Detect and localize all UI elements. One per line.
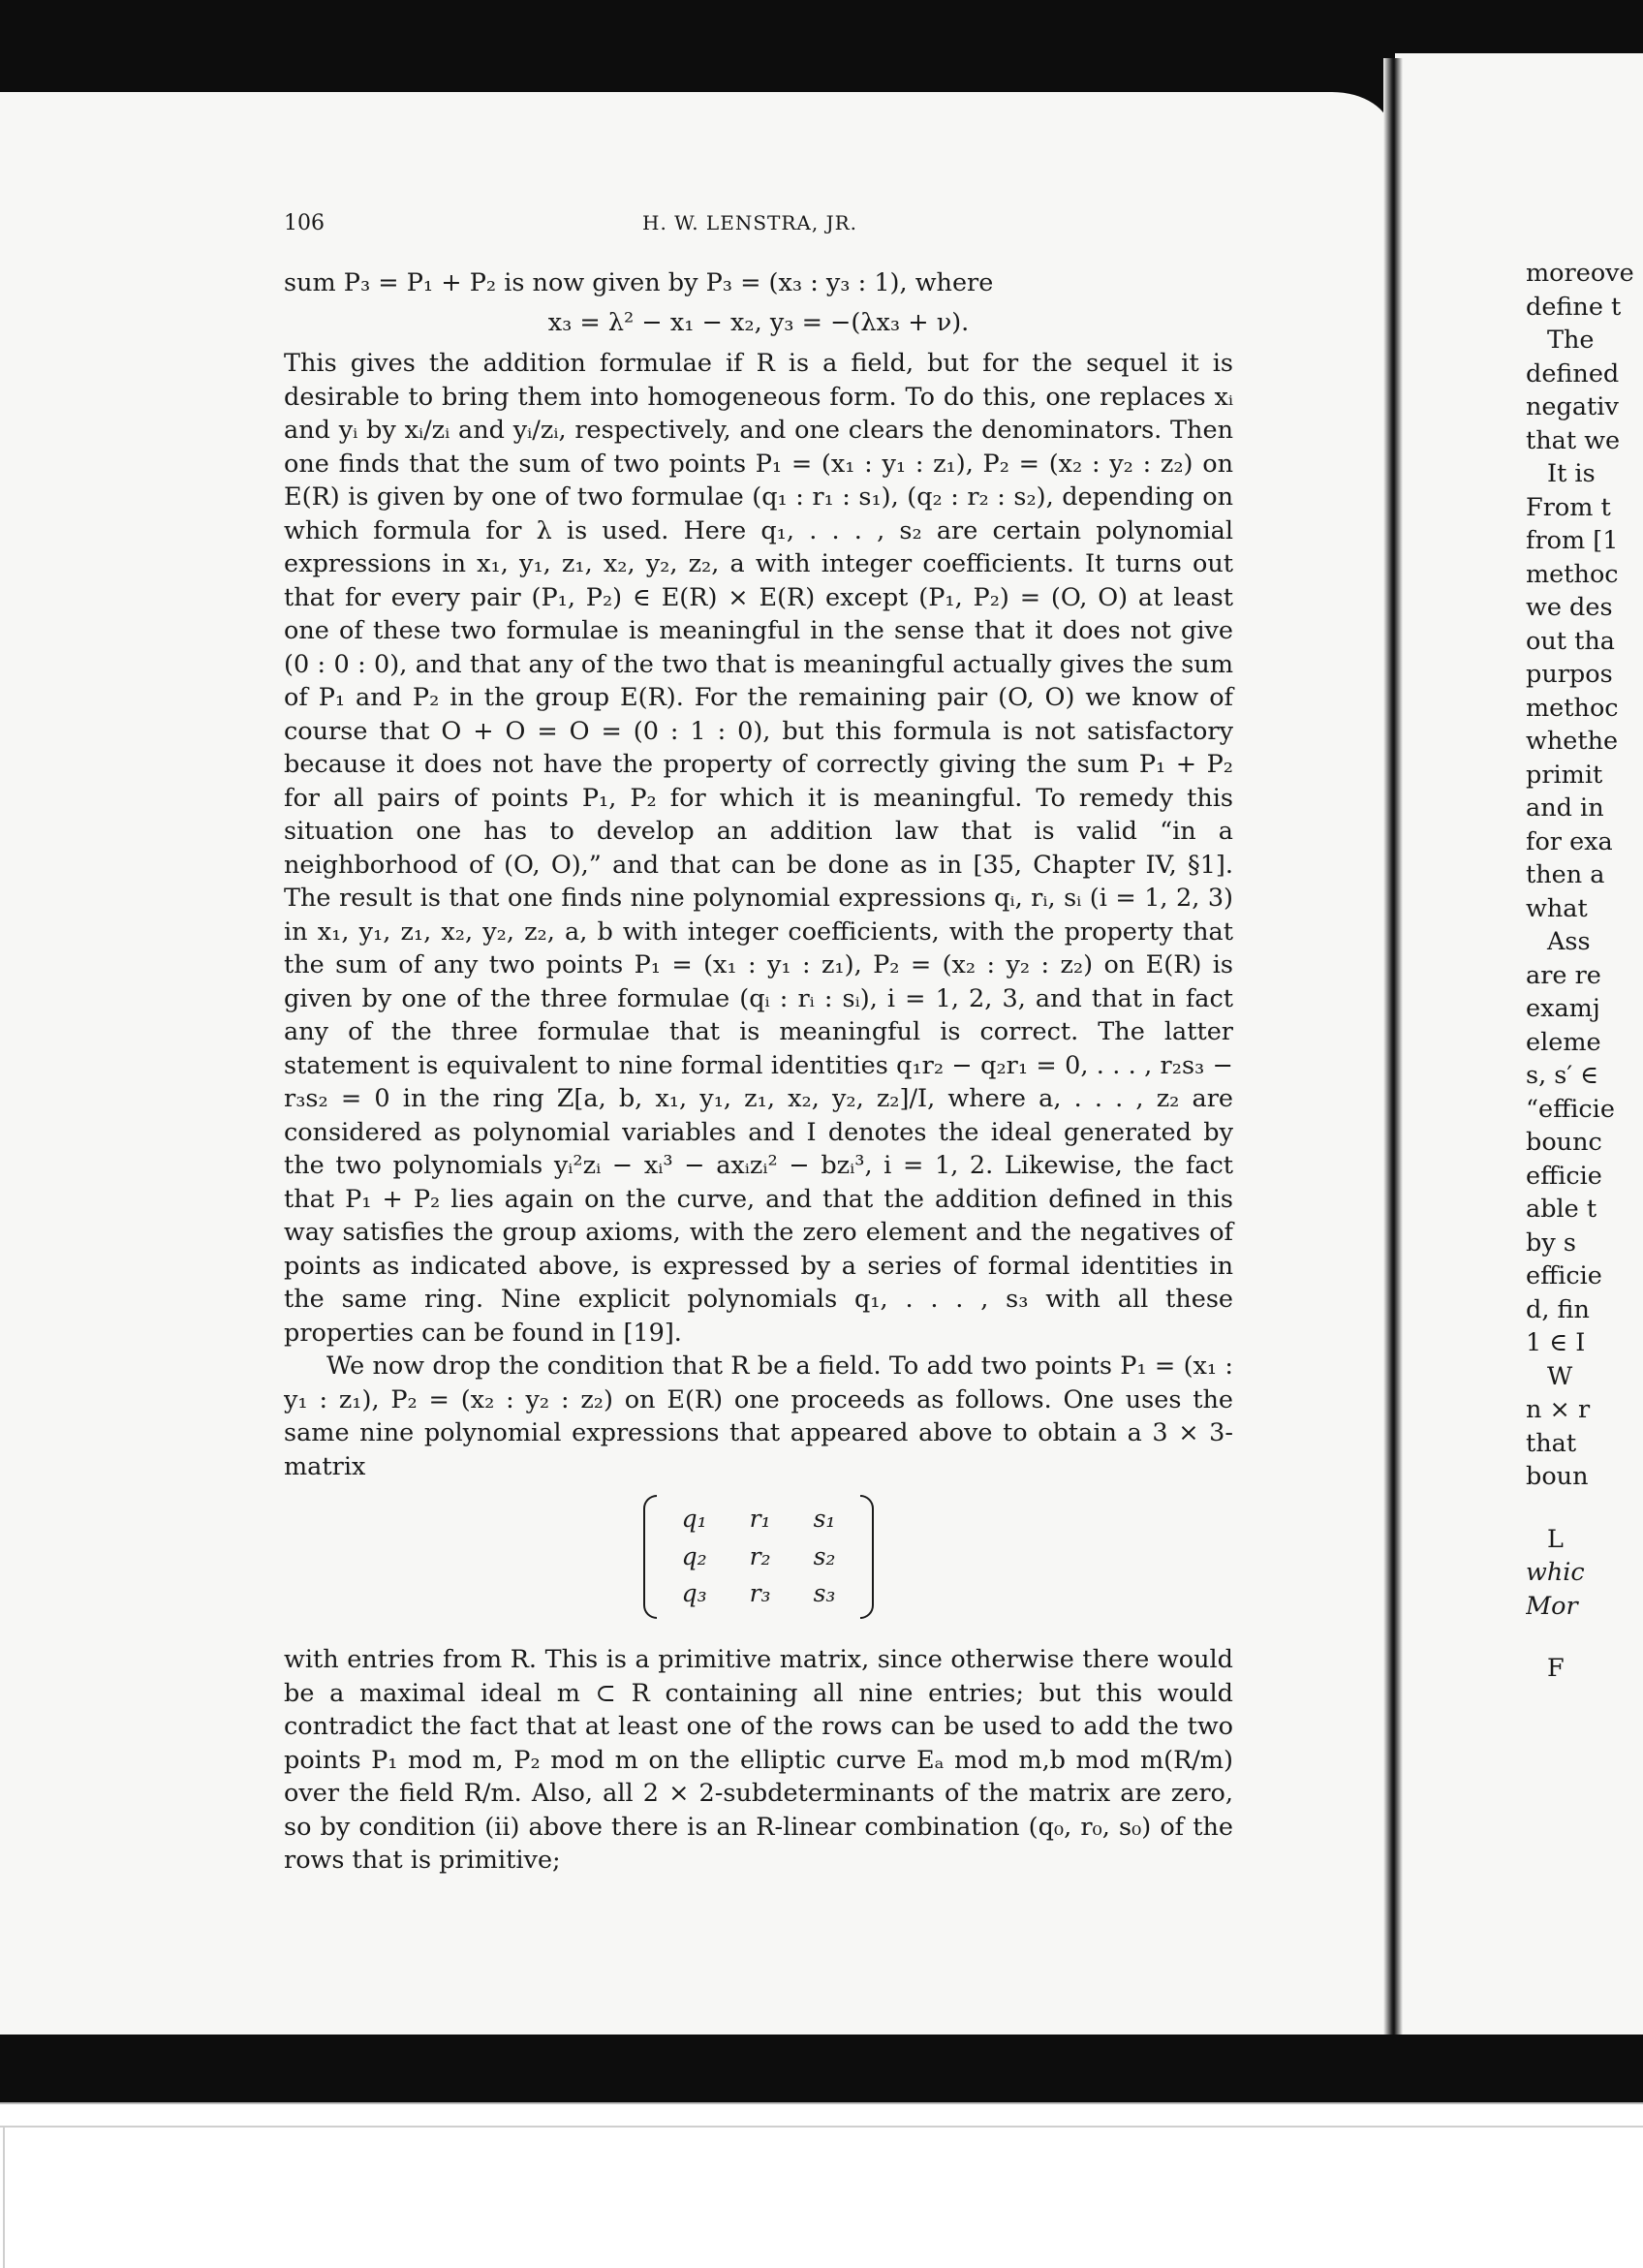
page-number: 106 — [284, 211, 325, 235]
matrix-cell: r₁ — [749, 1505, 771, 1533]
facing-page-line: s, s′ ∈ — [1526, 1061, 1599, 1090]
display-equation-addition: x₃ = λ² − x₁ − x₂, y₃ = −(λx₃ + ν). — [547, 307, 970, 337]
scanner-edge-line — [0, 2126, 1643, 2128]
matrix-cell: r₂ — [749, 1541, 771, 1570]
facing-page-line: what — [1526, 893, 1588, 923]
facing-page-line: L — [1547, 1524, 1564, 1554]
facing-page-line: W — [1547, 1361, 1573, 1391]
matrix-cell: q₁ — [681, 1505, 707, 1533]
facing-page-line: eleme — [1526, 1027, 1601, 1057]
facing-page-line: for exa — [1526, 826, 1613, 856]
facing-page-line: It is — [1547, 459, 1596, 488]
matrix-cell: s₂ — [813, 1541, 836, 1570]
facing-page-line: purpos — [1526, 660, 1613, 689]
facing-page-line: whethe — [1526, 727, 1619, 756]
book-gutter — [1383, 58, 1403, 2039]
facing-page-line: Ass — [1547, 927, 1591, 956]
paragraph-addition-formulae: This gives the addition formulae if R is a field, but for the sequel it is desirable to bring them into homogeneous form. To do this, one replaces xᵢ and yᵢ by xᵢ/zᵢ and yᵢ/zᵢ, respectively, and one clears the denominators. Then one finds that the sum of two points P₁ = (x₁ : y₁ : z₁), P₂ = (x₂ : y₂ : z₂) on E(R) is given by one of two formulae (q₁ : r₁ : s₁), (q₂ : r₂ : s₂), depending on which formula for λ is used. Here q₁, . . . , s₂ are certain polynomial expressions in x₁, y₁, z₁, x₂, y₂, z₂, a with integer coefficients. It turns out that for every pair (P₁, P₂) ∈ E(R) × E(R) except (P₁, P₂) = (O, O) at least one of these two formulae is meaningful in the sense that it does not give (0 : 0 : 0), and that any of the two that is meaningful actually gives the sum of P₁ and P₂ in the group E(R). For the remaining pair (O, O) we know of course that O + O = O = (0 : 1 : 0), but this formula is not satisfactory because it does not have the property of correctly giving the sum P₁ + P₂ for all pairs of points P₁, P₂ for which it is meaningful. To remedy this situation one has to develop an addition law that is valid “in a neighborhood of (O, O),” and that can be done as in [35, Chapter IV, §1]. The result is that one finds nine polynomial expressions qᵢ, rᵢ, sᵢ (i = 1, 2, 3) in x₁, y₁, z₁, x₂, y₂, z₂, a, b with integer coefficients, with the property that the sum of any two points P₁ = (x₁ : y₁ : z₁), P₂ = (x₂ : y₂ : z₂) on E(R) is given by one of the three formulae (qᵢ : rᵢ : sᵢ), i = 1, 2, 3, and that in fact any of the three formulae that is meaningful is correct. The latter statement is equivalent to nine formal identities q₁r₂ − q₂r₁ = 0, . . . , r₂s₃ − r₃s₂ = 0 in the ring Z[a, b, x₁, y₁, z₁, x₂, y₂, z₂]/I, where a, . . . , z₂ are considered as polynomial variables and I denotes the ideal generated by the two polynomials yᵢ²zᵢ − xᵢ³ − axᵢzᵢ² − bzᵢ³, i = 1, 2. Likewise, the fact that P₁ + P₂ lies again on the curve, and that the addition defined in this way satisfies the group axioms, with the zero element and the negatives of points as indicated above, is expressed by a series of formal identities in the same ring. Nine explicit polynomials q₁, . . . , s₃ with all these properties can be found in [19]. — [284, 349, 1233, 1348]
facing-page-line: efficie — [1526, 1161, 1602, 1191]
facing-page-line: boun — [1526, 1462, 1589, 1491]
facing-page-line: are re — [1526, 960, 1601, 990]
facing-page-line: 1 ∈ I — [1526, 1328, 1586, 1357]
scanner-border-bottom — [0, 2035, 1643, 2102]
matrix-cell: q₂ — [681, 1541, 707, 1570]
facing-page-line: define t — [1526, 292, 1622, 322]
facing-page-line: bounc — [1526, 1128, 1602, 1157]
matrix-cell: s₁ — [813, 1505, 836, 1533]
facing-page-line: From t — [1526, 492, 1611, 522]
facing-page-line: d, fin — [1526, 1294, 1590, 1324]
facing-page-line: examj — [1526, 994, 1600, 1023]
matrix-cell: s₃ — [813, 1579, 836, 1607]
facing-page-line: n × r — [1526, 1395, 1591, 1424]
matrix-3x3 — [643, 1495, 875, 1619]
matrix-display — [284, 1495, 1233, 1628]
facing-page-line: whic — [1526, 1558, 1585, 1587]
facing-page-line: we des — [1526, 593, 1613, 622]
facing-page-line: The — [1547, 326, 1595, 355]
facing-page-line: methoc — [1526, 693, 1619, 723]
facing-page-line: “efficie — [1526, 1094, 1615, 1124]
paragraph-sum-intro: sum P₃ = P₁ + P₂ is now given by P₃ = (x₃ : y₃ : 1), where — [284, 268, 994, 297]
facing-page-line: F — [1547, 1654, 1565, 1683]
facing-page-line: defined — [1526, 358, 1620, 388]
facing-page-line: efficie — [1526, 1261, 1602, 1290]
facing-page-text — [1526, 257, 1643, 1686]
running-head-author: H. W. LENSTRA, JR. — [642, 211, 858, 234]
facing-page-line: out tha — [1526, 626, 1616, 656]
matrix-row — [661, 1538, 857, 1576]
facing-page-line: that we — [1526, 425, 1621, 455]
facing-page-line: primit — [1526, 760, 1603, 790]
running-head — [284, 211, 1233, 244]
facing-page-line: from [1 — [1526, 526, 1619, 555]
facing-page-line: and in — [1526, 793, 1604, 823]
paragraph-drop-field-condition: We now drop the condition that R be a field. To add two points P₁ = (x₁ : y₁ : z₁), P₂ = (x₂ : y₂ : z₂) on E(R) one proceeds as follows. One uses the same nine polynomial expressions that appeared above to obtain a 3 × 3-matrix — [284, 1351, 1233, 1481]
matrix-cell: r₃ — [749, 1579, 771, 1607]
paragraph-primitive-matrix: with entries from R. This is a primitive matrix, since otherwise there would be a maximal ideal m ⊂ R containing all nine entries; but this would contradict the fact that at least one of the rows can be used to add the two points P₁ mod m, P₂ mod m on the elliptic curve Eₐ mod m,b mod m(R/m) over the field R/m. Also, all 2 × 2-subdeterminants of the matrix are zero, so by condition (ii) above there is an R-linear combination (q₀, r₀, s₀) of the rows that is primitive; — [284, 1645, 1233, 1875]
body-text — [284, 266, 1233, 1878]
matrix-row — [661, 1575, 857, 1613]
matrix-row — [661, 1501, 857, 1538]
facing-page-line: able t — [1526, 1195, 1597, 1224]
facing-page-line: moreove — [1526, 259, 1634, 288]
facing-page-line: Mor — [1526, 1591, 1578, 1621]
facing-page-line: negativ — [1526, 392, 1619, 421]
scanner-bed — [0, 2102, 1643, 2268]
facing-page-line: that — [1526, 1428, 1577, 1458]
scanner-edge-vertical — [3, 2126, 5, 2268]
facing-page-line: methoc — [1526, 559, 1619, 589]
facing-page-line: then a — [1526, 860, 1605, 889]
matrix-cell: q₃ — [681, 1579, 707, 1607]
facing-page-line: by s — [1526, 1227, 1576, 1258]
